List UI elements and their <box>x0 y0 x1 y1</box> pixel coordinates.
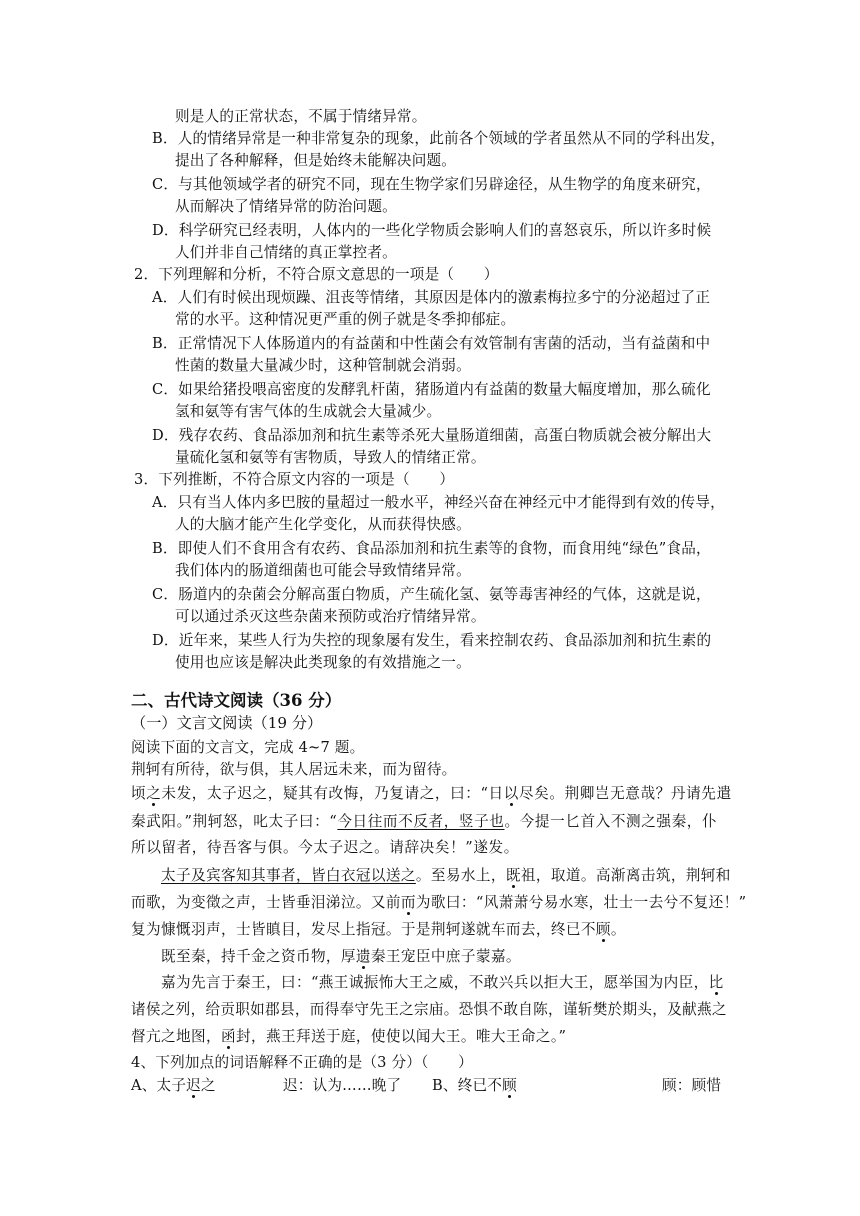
reading-instruction: 阅读下面的文言文，完成 4~7 题。 <box>131 739 365 756</box>
passage-line: 诸侯之列，给贡职如郡县，而得奉守先王之宗庙。恐惧不敢自陈，谨斩樊於期头，及献燕之 <box>131 1001 727 1018</box>
dotted-word: 函 <box>220 1028 236 1045</box>
underlined-sentence: 太子及宾客知其事者，皆白衣冠以送之 <box>161 867 416 884</box>
q1-option-d: D．科学研究已经表明，人体内的一些化学物质会影响人们的喜怒哀乐，所以许多时候 <box>152 222 712 239</box>
dotted-word: 迟 <box>186 1077 201 1094</box>
passage-text: 复为慷慨羽声，士皆瞋目，发尽上指冠。于是荆轲遂就车而去，终已不 <box>131 921 596 938</box>
q2-option-d: D．残存农药、食品添加剂和抗生素等杀死大量肠道细菌，高蛋白物质就会被分解出大 <box>152 427 712 444</box>
passage-text: 秦武阳。”荆轲怒，叱太子曰：“ <box>131 813 338 830</box>
passage-line <box>131 1027 566 1047</box>
q1-option-d-cont: 人们并非自己情绪的真正掌控者。 <box>175 244 397 261</box>
q2-option-d-cont: 量硫化氢和氨等有害物质，导致人的情绪正常。 <box>175 449 486 466</box>
passage-line <box>131 812 717 832</box>
passage-text: 未发，太子迟之，疑其有改悔，乃复请之，曰：“日 <box>161 785 504 802</box>
option-text: 之 <box>200 1077 216 1094</box>
passage-text: 督亢之地图， <box>131 1028 221 1045</box>
q2-option-a-cont: 常的水平。这种情况更严重的例子就是冬季抑郁症。 <box>175 311 516 328</box>
passage-text: 为歌曰：“风萧萧兮易水寒，壮士一去兮不复还！” <box>415 894 747 911</box>
q2-stem: 2．下列理解和分析，不符合原文意思的一项是（ ） <box>134 266 499 283</box>
q1-option-a-cont: 则是人的正常状态，不属于情绪异常。 <box>175 108 427 125</box>
q1-option-c: C．与其他领域学者的研究不同，现在生物学家们另辟途径，从生物学的角度来研究， <box>152 176 711 193</box>
q2-option-c: C．如果给猪投喂高密度的发酵乳杆菌，猪肠道内有益菌的数量大幅度增加，那么硫化 <box>152 381 711 398</box>
q2-option-c-cont: 氢和氨等有害气体的生成就会大量减少。 <box>175 403 442 420</box>
passage-text: 。今提一匕首入不测之强秦，仆 <box>504 813 718 830</box>
passage-text: 顷 <box>131 785 147 802</box>
dotted-word: 顾 <box>595 921 611 938</box>
passage-line <box>131 920 626 940</box>
q1-option-b-cont: 提出了各种解释，但是始终未能解决问题。 <box>175 152 457 169</box>
q3-option-b-cont: 我们体内的肠道细菌也可能会导致情绪异常。 <box>175 562 471 579</box>
passage-text: 。至易水上， <box>415 867 506 884</box>
passage-line <box>161 866 731 886</box>
q4-option-b-word <box>432 1076 517 1096</box>
option-label: B、终已不 <box>432 1077 503 1094</box>
q3-stem: 3．下列推断，不符合原文内容的一项是（ ） <box>134 471 455 488</box>
underlined-sentence: 今日往而不反者，竖子也 <box>337 813 505 830</box>
q3-option-c: C．肠道内的杂菌会分解高蛋白物质，产生硫化氢、氨等毒害神经的气体，这就是说， <box>152 586 711 603</box>
passage-line <box>161 973 724 993</box>
q1-option-c-cont: 从而解决了情绪异常的防治问题。 <box>175 198 397 215</box>
q2-option-b-cont: 性菌的数量大量减少时，这种管制就会消弱。 <box>175 357 471 374</box>
dotted-word: 以 <box>503 785 519 802</box>
q3-option-b: B．即使人们不食用含有农药、食品添加剂和抗生素等的食物，而食用纯“绿色”食品， <box>152 540 711 557</box>
passage-text: 尽矣。荆卿岂无意哉？丹请先遣 <box>518 785 732 802</box>
passage-line: 荆轲有所待，欲与俱，其人居远未来，而为留待。 <box>131 761 457 778</box>
passage-text: 封，燕王拜送于庭，使使以闻大王。唯大王命之。” <box>235 1028 567 1045</box>
q4-option-a-explanation: 迟：认为……晚了 <box>283 1077 402 1094</box>
section-heading: 二、古代诗文阅读（36 分） <box>131 691 342 710</box>
dotted-word: 之 <box>146 785 162 802</box>
subsection-heading: （一）文言文阅读（19 分） <box>131 714 323 732</box>
q3-option-c-cont: 可以通过杀灭这些杂菌来预防或治疗情绪异常。 <box>175 608 486 625</box>
option-label: A、太子 <box>131 1077 187 1094</box>
passage-text: 秦王宠臣中庶子蒙嘉。 <box>370 948 521 965</box>
passage-text: 嘉为先言于秦王，曰：“燕王诚振怖大王之威，不敢兴兵以拒大王，愿举国为内臣， <box>161 974 709 991</box>
passage-line <box>161 947 521 967</box>
passage-line <box>131 893 746 913</box>
passage-text: 既至秦，持千金之资币物，厚 <box>161 948 356 965</box>
q3-option-d-cont: 使用也应该是解决此类现象的有效措施之一。 <box>175 654 471 671</box>
q2-option-a: A．人们有时候出现烦躁、沮丧等情绪，其原因是体内的激素梅拉多宁的分泌超过了正 <box>152 289 711 306</box>
passage-text: 而歌，为变徵之声，士皆垂泪涕泣。又前 <box>131 894 401 911</box>
dotted-word: 而 <box>400 894 416 911</box>
dotted-word: 比 <box>708 974 724 991</box>
q4-option-a-word <box>131 1076 216 1096</box>
dotted-word: 顾 <box>502 1077 517 1094</box>
q4-option-b-explanation: 顾：顾惜 <box>662 1077 722 1094</box>
q3-option-a-cont: 人的大脑才能产生化学变化，从而获得快感。 <box>175 516 471 533</box>
dotted-word: 既 <box>505 867 521 884</box>
passage-line: 所以留者，待吾客与俱。今太子迟之。请辞决矣！”遂发。 <box>131 839 519 856</box>
passage-line <box>131 784 732 804</box>
q3-option-d: D．近年来，某些人行为失控的现象屡有发生，看来控制农药、食品添加剂和抗生素的 <box>152 632 712 649</box>
q3-option-a: A．只有当人体内多巴胺的量超过一般水平，神经兴奋在神经元中才能得到有效的传导， <box>152 494 725 511</box>
q1-option-b: B．人的情绪异常是一种非常复杂的现象，此前各个领域的学者虽然从不同的学科出发， <box>152 130 726 147</box>
passage-text: 祖，取道。高渐离击筑，荆轲和 <box>520 867 731 884</box>
dotted-word: 遗 <box>355 948 371 965</box>
passage-text: 。 <box>610 921 626 938</box>
q2-option-b: B．正常情况下人体肠道内的有益菌和中性菌会有效管制有害菌的活动，当有益菌和中 <box>152 335 711 352</box>
q4-stem: 4、下列加点的词语解释不正确的是（3 分）（ ） <box>131 1054 473 1071</box>
